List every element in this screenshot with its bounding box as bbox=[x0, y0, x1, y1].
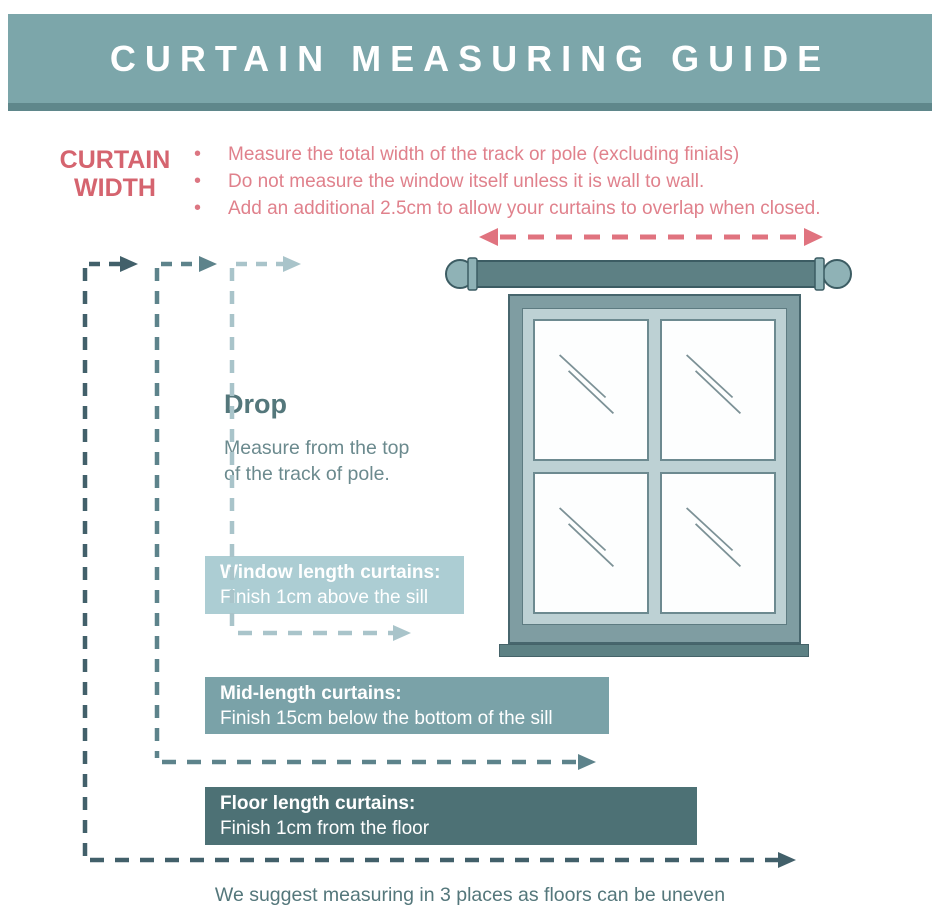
bullet-item bbox=[192, 195, 912, 222]
window-pane bbox=[660, 319, 776, 461]
bullet-text: Do not measure the window itself unless it is wall to wall. bbox=[228, 171, 705, 192]
floor-length-box bbox=[205, 787, 697, 845]
glass-reflection-icon bbox=[535, 321, 647, 459]
drop-description-line1: Measure from the top bbox=[224, 437, 410, 459]
bullet-item bbox=[192, 168, 912, 195]
window-pane bbox=[533, 472, 649, 614]
bullet-dot-icon: • bbox=[194, 143, 202, 165]
drop-description bbox=[224, 435, 409, 487]
glass-reflection-icon bbox=[662, 321, 774, 459]
floor-length-title: Floor length curtains: bbox=[220, 793, 416, 814]
footer-note: We suggest measuring in 3 places as floors can be uneven bbox=[214, 884, 726, 906]
header-banner bbox=[8, 14, 932, 103]
window-pane bbox=[533, 319, 649, 461]
header-banner-shadow-strip bbox=[8, 103, 932, 111]
width-arrow-icon bbox=[479, 228, 823, 246]
drop-heading: Drop bbox=[224, 389, 287, 419]
mid-length-description: Finish 15cm below the bottom of the sill bbox=[220, 707, 553, 729]
bullet-item bbox=[192, 141, 912, 168]
window-sill bbox=[499, 644, 809, 657]
bullet-dot-icon: • bbox=[194, 197, 202, 219]
curtain-width-heading-line2: WIDTH bbox=[74, 174, 156, 202]
curtain-width-heading bbox=[52, 146, 178, 202]
bullet-text: Measure the total width of the track or pole (excluding finials) bbox=[228, 144, 740, 165]
window-inner-frame bbox=[522, 308, 787, 625]
window-frame bbox=[508, 294, 801, 644]
bullet-text: Add an additional 2.5cm to allow your curtains to overlap when closed. bbox=[228, 198, 821, 219]
mid-length-box bbox=[205, 677, 609, 734]
floor-length-description: Finish 1cm from the floor bbox=[220, 818, 430, 839]
window-length-box bbox=[205, 556, 464, 614]
curtain-pole-icon bbox=[446, 258, 851, 290]
drop-description-line2: of the track of pole. bbox=[224, 463, 390, 485]
page-title: CURTAIN MEASURING GUIDE bbox=[109, 37, 831, 79]
glass-reflection-icon bbox=[662, 474, 774, 612]
window-length-description: Finish 1cm above the sill bbox=[220, 587, 429, 608]
mid-length-title: Mid-length curtains: bbox=[220, 682, 402, 704]
bullet-dot-icon: • bbox=[194, 170, 202, 192]
curtain-width-bullet-list bbox=[192, 141, 912, 222]
window-pane bbox=[660, 472, 776, 614]
curtain-width-heading-line1: CURTAIN bbox=[59, 146, 171, 174]
window-length-title: Window length curtains: bbox=[220, 562, 441, 583]
glass-reflection-icon bbox=[535, 474, 647, 612]
